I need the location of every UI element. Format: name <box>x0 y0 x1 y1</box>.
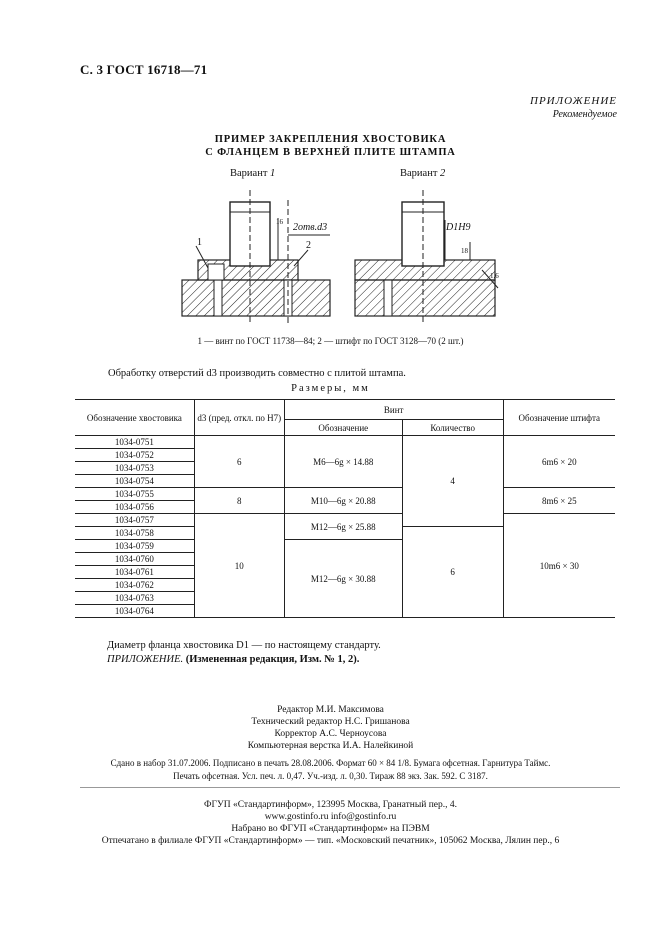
title-line-2: С ФЛАНЦЕМ В ВЕРХНЕЙ ПЛИТЕ ШТАМПА <box>205 147 456 158</box>
qty-cell: 6 <box>402 527 503 618</box>
dimensions-table <box>75 399 615 618</box>
publisher-line-1: ФГУП «Стандартинформ», 123995 Москва, Гранатный пер., 4. <box>203 800 458 810</box>
pin-cell: 6m6 × 20 <box>503 436 615 488</box>
header-code: Обозначение хвостовика <box>75 400 194 436</box>
assembly-drawing <box>170 180 510 335</box>
dim-holes-label: 2отв.d3 <box>293 222 328 233</box>
table-row: 1034-0761 <box>75 566 194 579</box>
table-row: 1034-0757 <box>75 514 194 527</box>
screw-cell: М10—6g × 20.88 <box>284 488 402 514</box>
revision-label: ПРИЛОЖЕНИЕ. <box>107 654 184 665</box>
table-row: 1034-0754 <box>75 475 194 488</box>
table-row: 1034-0755 <box>75 488 194 501</box>
dim-small-3: 1,6 <box>490 272 499 280</box>
dim-small-1: 16 <box>276 218 283 226</box>
note-flange-diameter: Диаметр фланца хвостовика D1 — по настоящему стандарту. <box>107 640 381 651</box>
page-header: С. 3 ГОСТ 16718—71 <box>80 62 208 77</box>
variant-1-drawing <box>182 190 330 325</box>
d3-cell: 8 <box>194 488 284 514</box>
publisher-line-4: Отпечатано в филиале ФГУП «Стандартинформ» — тип. «Московский печатник», 105062 Москва, Лялин пер., 6 <box>101 836 560 846</box>
leader-1-label: 1 <box>197 237 202 248</box>
screw-cell: М12—6g × 25.88 <box>284 514 402 540</box>
variant-2-label: Вариант 2 <box>400 168 446 179</box>
header-screw-qty: Количество <box>402 420 503 436</box>
d3-cell: 6 <box>194 436 284 488</box>
table-row: 1034-0759 <box>75 540 194 553</box>
header-d3: d3 (пред. откл. по Н7) <box>194 400 284 436</box>
header-screw: Винт <box>284 400 503 420</box>
imprint-line-2: Печать офсетная. Усл. печ. л. 0,47. Уч.-изд. л. 0,30. Тираж 88 экз. Зак. 592. С 3187. <box>173 771 488 781</box>
dim-d1-label: D1H9 <box>446 222 471 233</box>
table-row: 1034-0751 <box>75 436 194 449</box>
variant-2-drawing <box>355 190 498 325</box>
table-row: 1034-0758 <box>75 527 194 540</box>
header-screw-designation: Обозначение <box>284 420 402 436</box>
dim-small-2: 18 <box>461 247 468 255</box>
note-machining: Обработку отверстий d3 производить совместно с плитой штампа. <box>108 368 406 379</box>
layout-line: Компьютерная верстка И.А. Налейкиной <box>247 741 414 751</box>
divider <box>80 787 620 788</box>
sizes-label: Размеры, мм <box>291 383 370 394</box>
appendix-status: Рекомендуемое <box>552 109 617 120</box>
table-row: 1034-0764 <box>75 605 194 618</box>
revision-text: (Измененная редакция, Изм. № 1, 2). <box>185 654 360 665</box>
note-revision <box>107 654 359 665</box>
variant-1-label: Вариант 1 <box>230 168 276 179</box>
header-pin: Обозначение штифта <box>503 400 615 436</box>
appendix-label: ПРИЛОЖЕНИЕ <box>530 95 617 107</box>
leader-2-label: 2 <box>306 240 311 251</box>
publisher-line-2: www.gostinfo.ru info@gostinfo.ru <box>264 812 397 822</box>
imprint-line-1: Сдано в набор 31.07.2006. Подписано в печать 28.08.2006. Формат 60 × 84 1/8. Бумага офсетная. Гарнитура Таймс. <box>110 758 551 768</box>
corrector-line: Корректор А.С. Черноусова <box>274 729 387 739</box>
pin-cell: 10m6 × 30 <box>503 514 615 618</box>
screw-cell: М6—6g × 14.88 <box>284 436 402 488</box>
qty-cell: 4 <box>402 436 503 527</box>
table-row: 1034-0756 <box>75 501 194 514</box>
table-row: 1034-0760 <box>75 553 194 566</box>
figure-caption: 1 — винт по ГОСТ 11738—84; 2 — штифт по ГОСТ 3128—70 (2 шт.) <box>197 336 464 346</box>
editor-line: Редактор М.И. Максимова <box>277 705 384 715</box>
table-row: 1034-0753 <box>75 462 194 475</box>
table-row: 1034-0752 <box>75 449 194 462</box>
tech-editor-line: Технический редактор Н.С. Гришанова <box>251 717 410 727</box>
screw-cell: М12—6g × 30.88 <box>284 540 402 618</box>
pin-cell: 8m6 × 25 <box>503 488 615 514</box>
publisher-line-3: Набрано во ФГУП «Стандартинформ» на ПЭВМ <box>231 824 430 834</box>
table-row: 1034-0762 <box>75 579 194 592</box>
table-row: 1034-0763 <box>75 592 194 605</box>
title-line-1: ПРИМЕР ЗАКРЕПЛЕНИЯ ХВОСТОВИКА <box>214 134 447 145</box>
d3-cell: 10 <box>194 514 284 618</box>
